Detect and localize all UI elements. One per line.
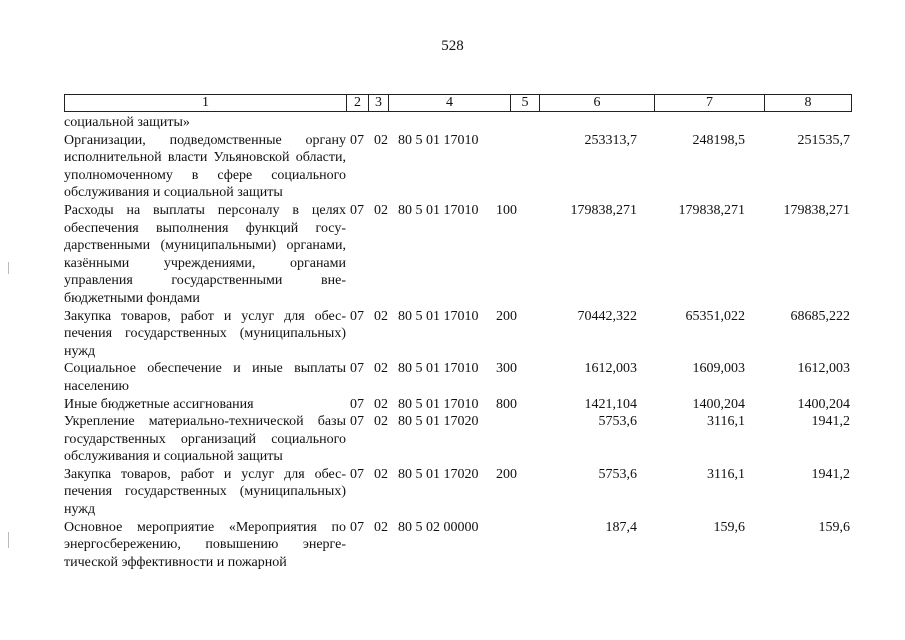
amount-col-8: 179838,271 [783, 202, 850, 218]
amount-col-8: 1612,003 [797, 361, 850, 377]
section-code: 07 [350, 308, 364, 324]
amount-col-6: 5753,6 [598, 414, 637, 430]
subsection-code: 02 [374, 132, 388, 148]
table-row [64, 114, 852, 132]
target-article-code: 80 5 01 17010 [398, 202, 479, 218]
section-code: 07 [350, 132, 364, 148]
column-header-5: 5 [511, 95, 540, 111]
column-header-3: 3 [369, 95, 389, 111]
row-name: Основное мероприятие «Мероприятия по энергосбережению, повышению энергетической эффективности и пожарной [64, 519, 346, 570]
amount-col-7: 65351,022 [685, 308, 745, 324]
subsection-code: 02 [374, 519, 388, 535]
amount-col-7: 159,6 [713, 519, 745, 535]
target-article-code: 80 5 01 17010 [398, 361, 479, 377]
amount-col-6: 1612,003 [584, 361, 637, 377]
row-name: Расходы на выплаты персоналу в целях обеспечения выполнения функций государственными (муниципальными) органами, казёнными учреждениями, органами управления государственными внебюджетными фондами [64, 202, 346, 306]
table-row [64, 396, 852, 414]
scan-mark [8, 262, 9, 274]
table-row [64, 466, 852, 519]
amount-col-7: 1609,003 [692, 361, 745, 377]
expense-type-code: 800 [496, 396, 517, 412]
expense-type-code: 300 [496, 361, 517, 377]
table-row [64, 308, 852, 361]
amount-col-7: 179838,271 [678, 202, 745, 218]
target-article-code: 80 5 01 17010 [398, 132, 479, 148]
expense-type-code: 200 [496, 466, 517, 482]
expense-type-code: 100 [496, 202, 517, 218]
section-code: 07 [350, 519, 364, 535]
table-row [64, 519, 852, 572]
section-code: 07 [350, 414, 364, 430]
amount-col-8: 1941,2 [811, 414, 850, 430]
table-row [64, 132, 852, 202]
row-name: Закупка товаров, работ и услуг для обеспечения государственных (муниципальных) нужд [64, 308, 346, 359]
target-article-code: 80 5 01 17010 [398, 396, 479, 412]
section-code: 07 [350, 202, 364, 218]
target-article-code: 80 5 01 17020 [398, 414, 479, 430]
column-header-4: 4 [389, 95, 511, 111]
subsection-code: 02 [374, 466, 388, 482]
amount-col-6: 1421,104 [584, 396, 637, 412]
column-header-1: 1 [65, 95, 347, 111]
amount-col-7: 3116,1 [707, 414, 745, 430]
amount-col-8: 68685,222 [790, 308, 850, 324]
amount-col-6: 253313,7 [584, 132, 637, 148]
amount-col-6: 5753,6 [598, 466, 637, 482]
row-name: Укрепление материально-технической базы государственных организаций социального обслуживания и социальной защиты [64, 414, 346, 465]
row-name: Закупка товаров, работ и услуг для обеспечения государственных (муниципальных) нужд [64, 466, 346, 518]
subsection-code: 02 [374, 308, 388, 324]
subsection-code: 02 [374, 361, 388, 377]
amount-col-8: 1941,2 [811, 466, 850, 482]
amount-col-7: 1400,204 [692, 396, 745, 412]
target-article-code: 80 5 01 17010 [398, 308, 479, 324]
table-row [64, 360, 852, 395]
expense-type-code: 200 [496, 308, 517, 324]
page-number: 528 [441, 38, 464, 54]
amount-col-6: 187,4 [605, 519, 637, 535]
amount-col-8: 1400,204 [797, 396, 850, 412]
subsection-code: 02 [374, 202, 388, 218]
amount-col-8: 159,6 [818, 519, 850, 535]
target-article-code: 80 5 02 00000 [398, 519, 479, 535]
subsection-code: 02 [374, 414, 388, 430]
target-article-code: 80 5 01 17020 [398, 466, 479, 482]
row-name: Организации, подведомственные органу исполнительной власти Ульяновской области, уполномоченному в сфере социального обслуживания и социальной защиты [64, 132, 346, 201]
column-header-7: 7 [655, 95, 765, 111]
table-row [64, 413, 852, 466]
column-header-6: 6 [540, 95, 655, 111]
amount-col-6: 179838,271 [570, 202, 637, 218]
amount-col-6: 70442,322 [577, 308, 637, 324]
section-code: 07 [350, 396, 364, 412]
column-header-8: 8 [804, 95, 812, 110]
amount-col-7: 3116,1 [707, 466, 745, 482]
table-body [64, 114, 852, 571]
amount-col-8: 251535,7 [797, 132, 850, 148]
subsection-code: 02 [374, 396, 388, 412]
section-code: 07 [350, 361, 364, 377]
amount-col-7: 248198,5 [692, 132, 745, 148]
row-name: Иные бюджетные ассигнования [64, 396, 254, 412]
scan-mark [8, 532, 9, 548]
row-name: социальной защиты» [64, 115, 190, 130]
row-name: Социальное обеспечение и иные выплаты населению [64, 361, 346, 394]
section-code: 07 [350, 466, 364, 482]
table-row [64, 202, 852, 308]
column-header-2: 2 [347, 95, 369, 111]
table-header [64, 94, 852, 112]
